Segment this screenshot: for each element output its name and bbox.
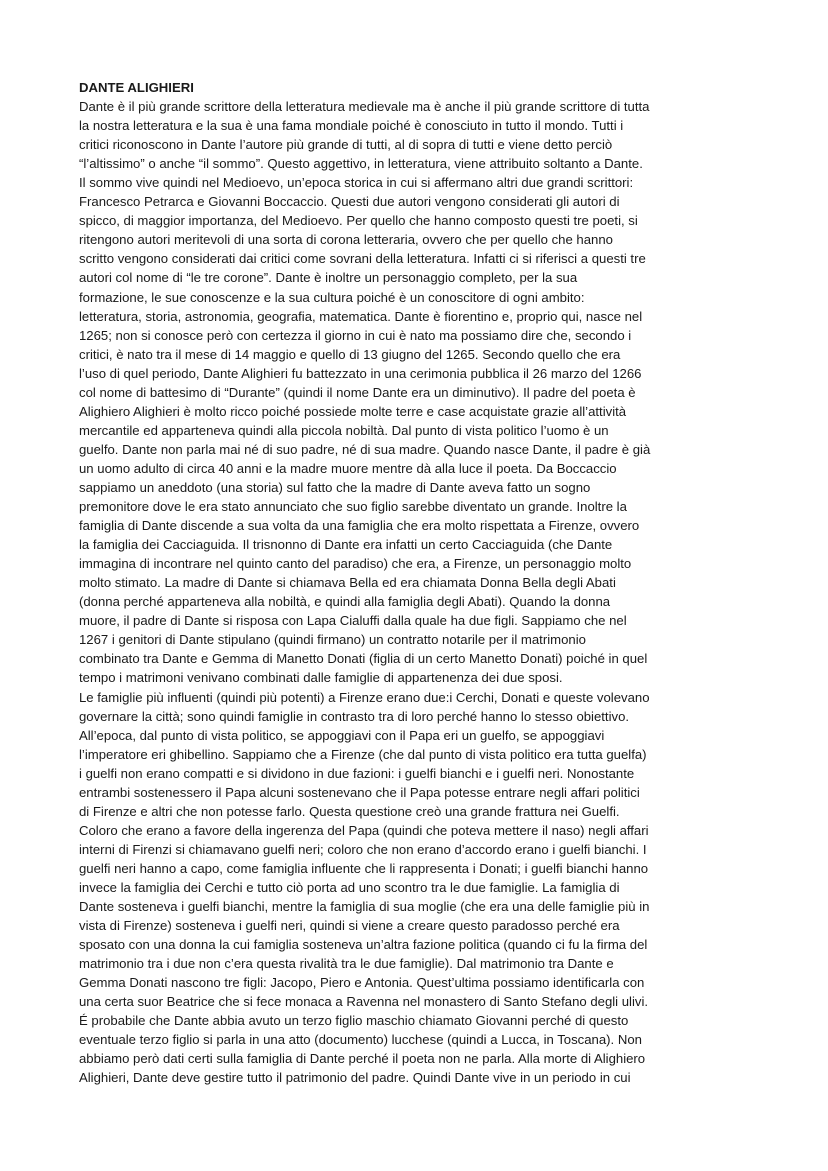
text-line: spicco, di maggior importanza, del Medioevo. Per quello che hanno composto questi tre poeti, si <box>79 213 638 229</box>
text-line: entrambi sostenessero il Papa alcuni sostenevano che il Papa potesse entrare negli affari politici <box>79 784 640 800</box>
text-line: la famiglia dei Cacciaguida. Il trisnonno di Dante era infatti un certo Cacciaguida (che Dante <box>79 537 613 553</box>
text-line: critici, è nato tra il mese di 14 maggio e quello di 13 giugno del 1265. Secondo quello che era <box>79 346 621 362</box>
document-page <box>79 78 749 1087</box>
text-line: autori col nome di “le tre corone”. Dante è inoltre un personaggio completo, per la sua <box>79 270 578 286</box>
text-line: formazione, le sue conoscenze e la sua cultura poiché è un conoscitore di ogni ambito: <box>79 289 585 305</box>
text-line: i guelfi non erano compatti e si dividono in due fazioni: i guelfi bianchi e i guelfi neri. Nonostante <box>79 765 635 781</box>
document-title: DANTE ALIGHIERI <box>79 80 194 95</box>
text-line: guelfo. Dante non parla mai né di suo padre, né di sua madre. Quando nasce Dante, il padre è già <box>79 441 651 457</box>
text-line: É probabile che Dante abbia avuto un terzo figlio maschio chiamato Giovanni perché di questo <box>79 1013 629 1029</box>
text-line: molto stimato. La madre di Dante si chiamava Bella ed era chiamata Donna Bella degli Abati <box>79 575 616 591</box>
text-line: immagina di incontrare nel quinto canto del paradiso) che era, a Firenze, un personaggio molto <box>79 556 632 572</box>
text-line: (donna perché apparteneva alla nobiltà, e quindi alla famiglia degli Abati). Quando la donna <box>79 594 611 610</box>
text-line: Gemma Donati nascono tre figli: Jacopo, Piero e Antonia. Quest’ultima possiamo identificarla con <box>79 975 645 991</box>
text-line: All’epoca, dal punto di vista politico, se appoggiavi con il Papa eri un guelfo, se appoggiavi <box>79 727 605 743</box>
text-line: Dante sosteneva i guelfi bianchi, mentre la famiglia di sua moglie (che era una delle famiglie più in <box>79 899 650 915</box>
text-line: Alighiero Alighieri è molto ricco poiché possiede molte terre e case acquistate grazie all’attività <box>79 403 627 419</box>
text-line: Alighieri, Dante deve gestire tutto il patrimonio del padre. Quindi Dante vive in un periodo in cui <box>79 1070 631 1086</box>
document-body <box>79 97 749 1087</box>
text-line: Francesco Petrarca e Giovanni Boccaccio. Questi due autori vengono considerati gli autori di <box>79 194 620 210</box>
text-line: muore, il padre di Dante si risposa con Lapa Cialuffi dalla quale ha due figli. Sappiamo che nel <box>79 613 627 629</box>
text-line: l’imperatore eri ghibellino. Sappiamo che a Firenze (che dal punto di vista politico era tutta guelfa) <box>79 746 647 762</box>
text-line: mercantile ed apparteneva quindi alla piccola nobiltà. Dal punto di vista politico l’uomo è un <box>79 422 609 438</box>
text-line: guelfi neri hanno a capo, come famiglia influente che li rappresenta i Donati; i guelfi bianchi hanno <box>79 860 649 876</box>
text-line: premonitore dove le era stato annunciato che suo figlio sarebbe diventato un grande. Inoltre la <box>79 499 627 515</box>
text-line: abbiamo però dati certi sulla famiglia di Dante perché il poeta non ne parla. Alla morte di Alighiero <box>79 1051 646 1067</box>
text-line: sappiamo un aneddoto (una storia) sul fatto che la madre di Dante aveva fatto un sogno <box>79 479 591 495</box>
text-line: letteratura, storia, astronomia, geografia, matematica. Dante è fiorentino e, proprio qui, nasce nel <box>79 308 643 324</box>
text-line: invece la famiglia dei Cerchi e tutto ciò porta ad uno scontro tra le due famiglie. La famiglia di <box>79 879 620 895</box>
text-line: una certa suor Beatrice che si fece monaca a Ravenna nel monastero di Santo Stefano degli ulivi. <box>79 994 649 1010</box>
text-line: 1265; non si conosce però con certezza il giorno in cui è nato ma possiamo dire che, secondo i <box>79 327 632 343</box>
text-line: Coloro che erano a favore della ingerenza del Papa (quindi che poteva mettere il naso) negli affari <box>79 822 649 838</box>
text-line: governare la città; sono quindi famiglie in contrasto tra di loro perché hanno lo stesso obiettivo. <box>79 708 630 724</box>
text-line: interni di Firenzi si chiamavano guelfi neri; coloro che non erano d’accordo erano i guelfi bianchi. I <box>79 841 647 857</box>
text-line: critici riconoscono in Dante l’autore più grande di tutti, al di sopra di tutti e viene detto perciò <box>79 137 613 153</box>
text-line: scritto vengono considerati dai critici come sovrani della letteratura. Infatti ci si riferisci a questi tre <box>79 251 646 267</box>
text-line: combinato tra Dante e Gemma di Manetto Donati (figlia di un certo Manetto Donati) poiché in quel <box>79 651 648 667</box>
text-line: l’uso di quel periodo, Dante Alighieri fu battezzato in una cerimonia pubblica il 26 marzo del 1266 <box>79 365 642 381</box>
text-line: vista di Firenze) sosteneva i guelfi neri, quindi si viene a creare questo paradosso perché era <box>79 918 620 934</box>
text-line: famiglia di Dante discende a sua volta da una famiglia che era molto rispettata a Firenze, ovvero <box>79 518 640 534</box>
text-line: la nostra letteratura e la sua è una fama mondiale poiché è conosciuto in tutto il mondo. Tutti i <box>79 118 624 134</box>
text-line: sposato con una donna la cui famiglia sosteneva un’altra fazione politica (quando ci fu la firma del <box>79 937 648 953</box>
text-line: ritengono autori meritevoli di una sorta di corona letteraria, ovvero che per quello che hanno <box>79 232 613 248</box>
text-line: “l’altissimo” o anche “il sommo”. Questo aggettivo, in letteratura, viene attribuito soltanto a Dante. <box>79 156 643 172</box>
text-line: tempo i matrimoni venivano combinati dalle famiglie di appartenenza dei due sposi. <box>79 670 563 686</box>
text-line: Dante è il più grande scrittore della letteratura medievale ma è anche il più grande scrittore di tutta <box>79 99 650 115</box>
text-line: eventuale terzo figlio si parla in una atto (documento) lucchese (quindi a Lucca, in Toscana). Non <box>79 1032 642 1048</box>
text-line: Il sommo vive quindi nel Medioevo, un’epoca storica in cui si affermano altri due grandi scrittori: <box>79 175 634 191</box>
text-line: Le famiglie più influenti (quindi più potenti) a Firenze erano due:i Cerchi, Donati e queste volevano <box>79 689 650 705</box>
text-line: matrimonio tra i due non c’era questa rivalità tra le due famiglie). Dal matrimonio tra Dante e <box>79 956 614 972</box>
text-line: 1267 i genitori di Dante stipulano (quindi firmano) un contratto notarile per il matrimonio <box>79 632 586 648</box>
text-line: col nome di battesimo di “Durante” (quindi il nome Dante era un diminutivo). Il padre del poeta è <box>79 384 636 400</box>
text-line: di Firenze e altri che non potesse farlo. Questa questione creò una grande frattura nei Guelfi. <box>79 803 620 819</box>
text-line: un uomo adulto di circa 40 anni e la madre muore mentre dà alla luce il poeta. Da Boccaccio <box>79 460 617 476</box>
